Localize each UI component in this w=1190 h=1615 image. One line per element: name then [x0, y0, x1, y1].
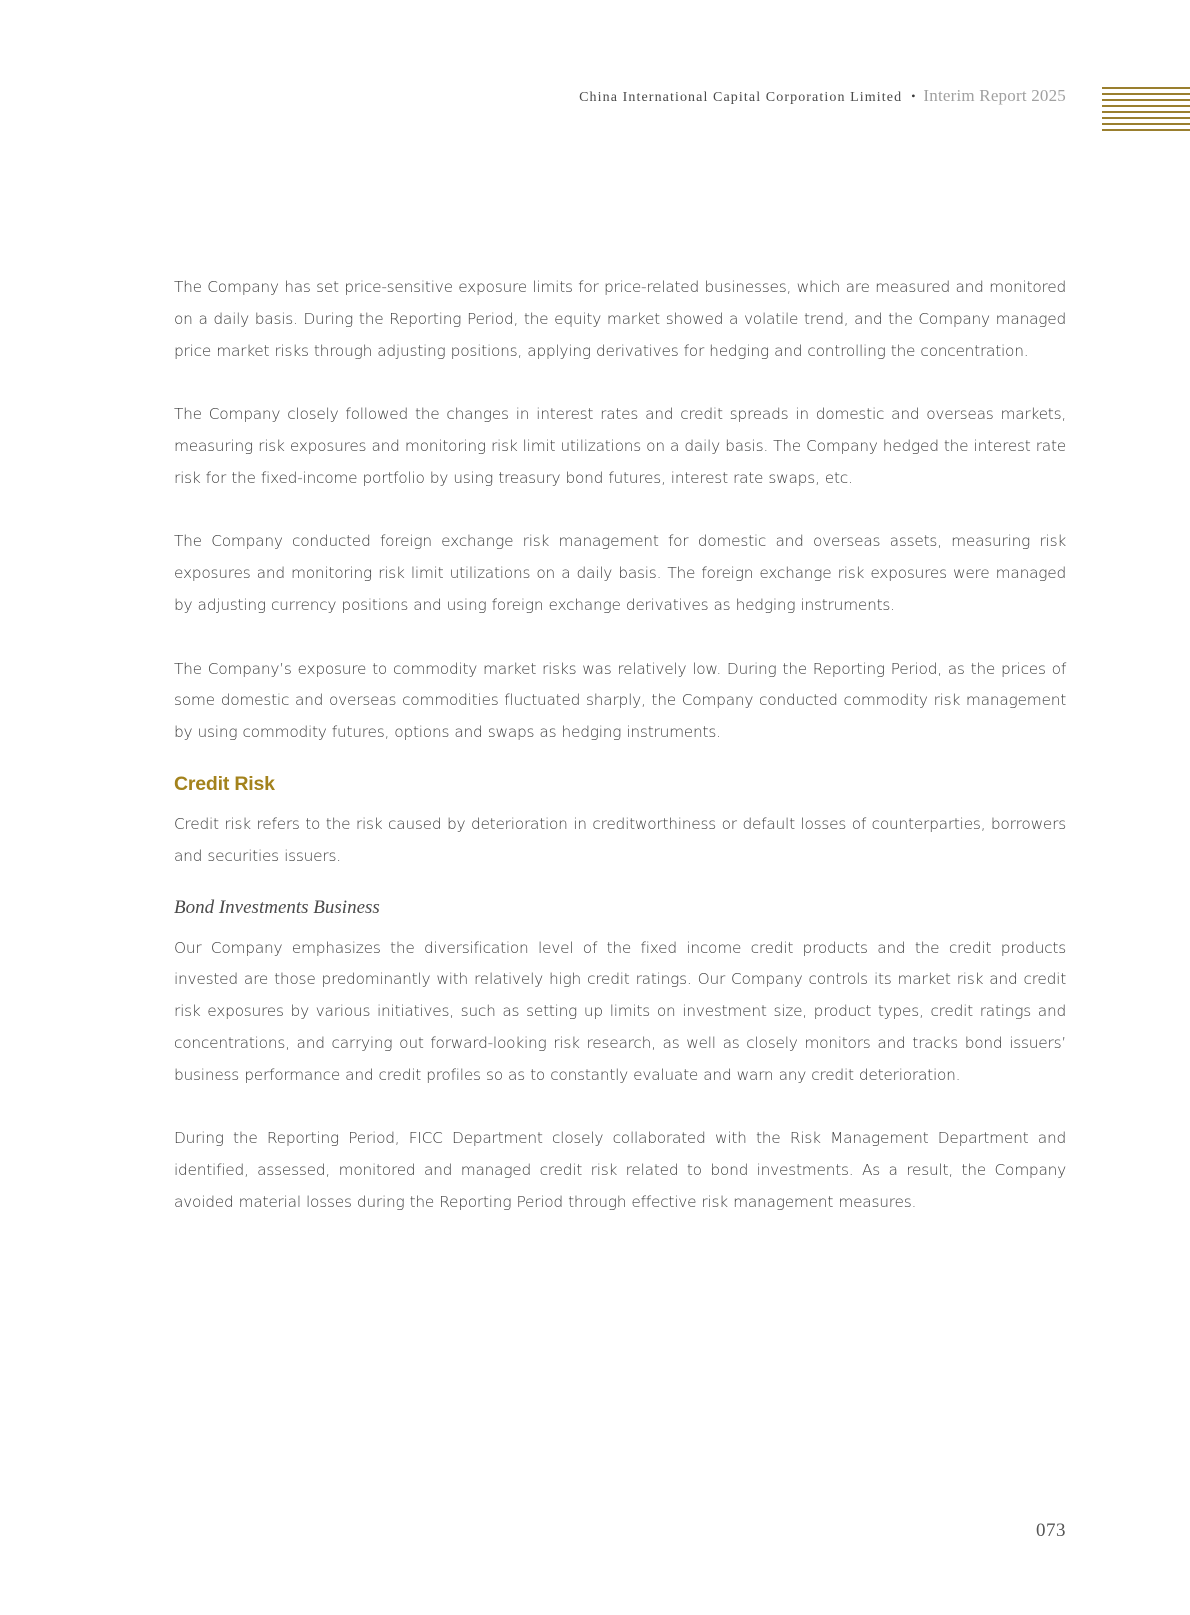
paragraph-price-risk: The Company has set price-sensitive exposure limits for price-related businesses, which are measured and monitored on a daily basis. During the Reporting Period, the equity market showed a volatile trend, and the Company managed price market risks through adjusting positions, applying derivatives for hedging and controlling the concentration.	[174, 278, 1066, 360]
paragraph-credit-risk-intro: Credit risk refers to the risk caused by deterioration in creditworthiness or default losses of counterparties, borrowers and securities issuers.	[174, 814, 1066, 865]
page-body	[174, 272, 1066, 1251]
page-number: 073	[1036, 1520, 1066, 1541]
report-title: Interim Report 2025	[923, 86, 1066, 105]
stripe-line	[1102, 105, 1190, 107]
paragraph-fx-risk: The Company conducted foreign exchange risk management for domestic and overseas assets, measuring risk exposures and monitoring risk limit utilizations on a daily basis. The foreign exchange risk exposures were managed by adjusting currency positions and using foreign exchange derivatives as hedging instruments.	[174, 532, 1066, 614]
stripe-line	[1102, 99, 1190, 101]
paragraph-bond-diversification: Our Company emphasizes the diversification level of the fixed income credit products and the credit products invested are those predominantly with relatively high credit ratings. Our Company controls its market risk and credit risk exposures by various initiatives, such as setting up limits on investment size, product types, credit ratings and concentrations, and carrying out forward-looking risk research, as well as closely monitors and tracks bond issuers’ business performance and credit profiles so as to constantly evaluate and warn any credit deterioration.	[174, 938, 1066, 1084]
stripe-line	[1102, 87, 1190, 89]
separator-bullet: •	[911, 89, 916, 103]
stripe-line	[1102, 129, 1190, 131]
stripe-line	[1102, 111, 1190, 113]
stripe-line	[1102, 93, 1190, 95]
company-name: China International Capital Corporation Limited	[579, 90, 903, 105]
stripe-line	[1102, 123, 1190, 125]
running-header	[579, 86, 1066, 106]
stripe-line	[1102, 117, 1190, 119]
paragraph-ficc-collaboration: During the Reporting Period, FICC Department closely collaborated with the Risk Management Department and identified, assessed, monitored and managed credit risk related to bond investments. As a result, the Company avoided material losses during the Reporting Period through effective risk management measures.	[174, 1129, 1066, 1211]
paragraph-commodity-risk: The Company’s exposure to commodity market risks was relatively low. During the Reporting Period, as the prices of some domestic and overseas commodities fluctuated sharply, the Company conducted commodity risk management by using commodity futures, options and swaps as hedging instruments.	[174, 659, 1066, 742]
gold-stripes-decoration	[1102, 87, 1190, 135]
subsection-heading-bond-investments: Bond Investments Business	[174, 896, 380, 918]
paragraph-interest-rate-risk: The Company closely followed the changes in interest rates and credit spreads in domestic and overseas markets, measuring risk exposures and monitoring risk limit utilizations on a daily basis. The Company hedged the interest rate risk for the fixed-income portfolio by using treasury bond futures, interest rate swaps, etc.	[174, 405, 1066, 487]
section-heading-credit-risk: Credit Risk	[174, 772, 275, 795]
